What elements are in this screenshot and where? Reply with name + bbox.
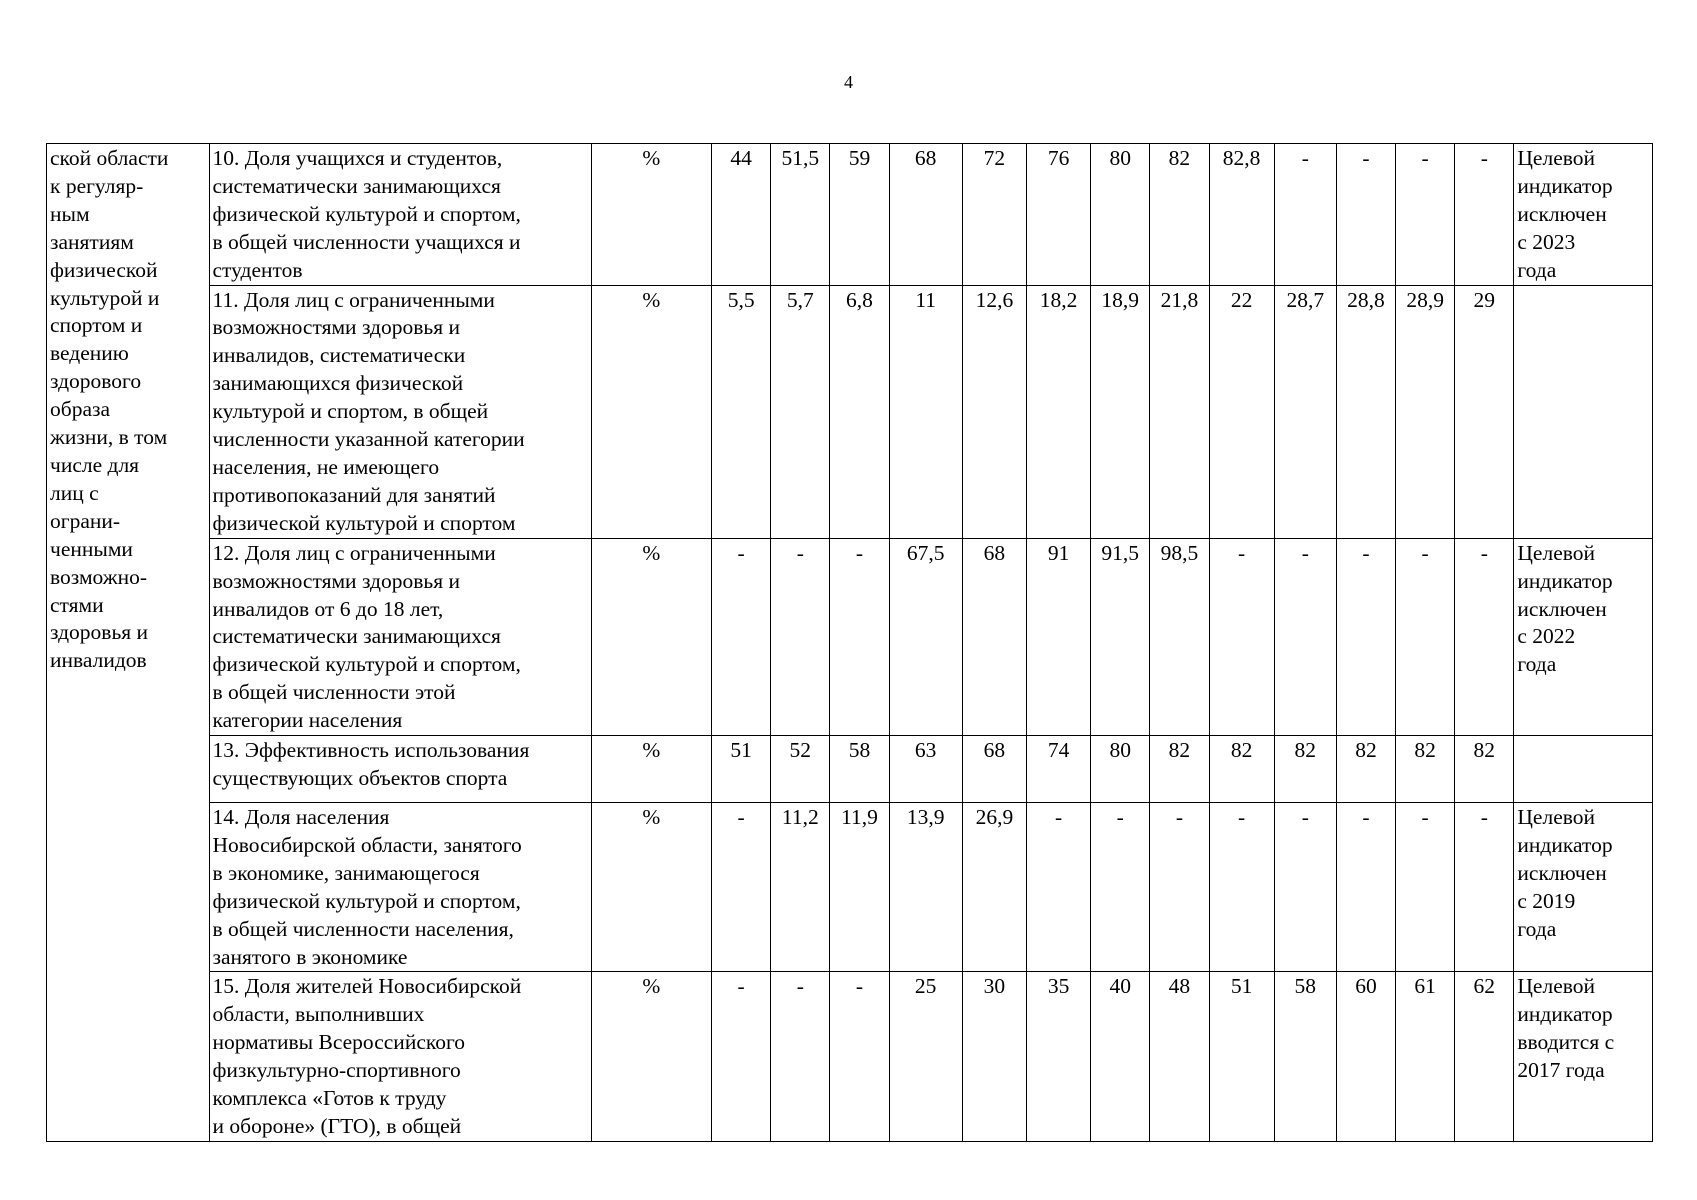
indicator-line: культурой и спортом, в общей bbox=[212, 399, 489, 424]
value-cell: 68 bbox=[962, 736, 1026, 803]
table-row bbox=[47, 285, 1653, 538]
indicator-line: существующих объектов спорта bbox=[212, 765, 508, 790]
indicator-line: студентов bbox=[212, 257, 303, 282]
value-cell: 58 bbox=[1274, 972, 1336, 1141]
indicator-line: занимающихся физической bbox=[212, 371, 464, 396]
indicator-line: нормативы Всероссийского bbox=[212, 1030, 465, 1055]
value-cell: 61 bbox=[1396, 972, 1455, 1141]
indicator-line: инвалидов, систематически bbox=[212, 343, 466, 368]
note-line: вводится с bbox=[1517, 1030, 1615, 1055]
value-cell: 67,5 bbox=[889, 538, 962, 735]
value-cell: 91 bbox=[1026, 538, 1090, 735]
note-line: исключен bbox=[1517, 201, 1607, 226]
value-cell: - bbox=[830, 538, 889, 735]
value-cell: - bbox=[712, 972, 771, 1141]
value-cell: - bbox=[1336, 144, 1395, 286]
goal-line: занятиям bbox=[50, 229, 134, 254]
value-cell: 59 bbox=[830, 144, 889, 286]
value-cell: 91,5 bbox=[1091, 538, 1150, 735]
unit-cell: % bbox=[591, 803, 711, 972]
value-cell: 51,5 bbox=[771, 144, 830, 286]
indicator-cell bbox=[209, 538, 591, 735]
indicator-line: в общей численности населения, bbox=[212, 916, 514, 941]
value-cell: - bbox=[1274, 803, 1336, 972]
indicator-line: в общей численности этой bbox=[212, 680, 456, 705]
value-cell: 62 bbox=[1455, 972, 1514, 1141]
goal-line: возможно- bbox=[50, 564, 148, 589]
value-cell: - bbox=[1274, 144, 1336, 286]
value-cell: - bbox=[771, 538, 830, 735]
table-row bbox=[47, 972, 1653, 1141]
indicator-line: систематически занимающихся bbox=[212, 173, 501, 198]
indicator-cell bbox=[209, 285, 591, 538]
note-cell bbox=[1514, 972, 1653, 1141]
value-cell: 29 bbox=[1455, 285, 1514, 538]
table-body bbox=[47, 144, 1653, 1142]
table-row bbox=[47, 144, 1653, 286]
note-line: года bbox=[1517, 916, 1557, 941]
goal-line: здорового bbox=[50, 369, 142, 394]
value-cell: 80 bbox=[1091, 736, 1150, 803]
indicator-line: комплекса «Готов к труду bbox=[212, 1086, 447, 1111]
value-cell: 11,9 bbox=[830, 803, 889, 972]
goal-line: инвалидов bbox=[50, 648, 147, 673]
indicator-line: Новосибирской области, занятого bbox=[212, 832, 522, 857]
value-cell: - bbox=[712, 803, 771, 972]
value-cell: 58 bbox=[830, 736, 889, 803]
goal-line: числе для bbox=[50, 452, 140, 477]
value-cell: - bbox=[1150, 803, 1209, 972]
indicator-line: и обороне» (ГТО), в общей bbox=[212, 1114, 462, 1138]
indicator-line: численности указанной категории bbox=[212, 427, 525, 452]
value-cell: 11,2 bbox=[771, 803, 830, 972]
note-line: индикатор bbox=[1517, 568, 1613, 593]
goal-line: здоровья и bbox=[50, 620, 149, 645]
page-number: 4 bbox=[844, 72, 853, 92]
value-cell: 12,6 bbox=[962, 285, 1026, 538]
value-cell: - bbox=[1455, 144, 1514, 286]
value-cell: 35 bbox=[1026, 972, 1090, 1141]
value-cell: 6,8 bbox=[830, 285, 889, 538]
value-cell: 68 bbox=[962, 538, 1026, 735]
note-line: Целевой bbox=[1517, 146, 1595, 170]
note-cell bbox=[1514, 736, 1653, 803]
value-cell: 76 bbox=[1026, 144, 1090, 286]
table-row bbox=[47, 803, 1653, 972]
indicator-line: категории населения bbox=[212, 708, 403, 733]
value-cell: - bbox=[712, 538, 771, 735]
value-cell: - bbox=[771, 972, 830, 1141]
value-cell: - bbox=[1336, 538, 1395, 735]
value-cell: 82 bbox=[1455, 736, 1514, 803]
indicator-line: противопоказаний для занятий bbox=[212, 482, 496, 507]
indicator-line: физической культурой и спортом bbox=[212, 510, 516, 535]
value-cell: 18,9 bbox=[1091, 285, 1150, 538]
note-line: исключен bbox=[1517, 596, 1607, 621]
note-line: индикатор bbox=[1517, 1002, 1613, 1027]
note-line: Целевой bbox=[1517, 540, 1595, 565]
unit-cell: % bbox=[591, 144, 711, 286]
goal-line: жизни, в том bbox=[50, 425, 168, 450]
value-cell: 52 bbox=[771, 736, 830, 803]
note-line: индикатор bbox=[1517, 173, 1613, 198]
value-cell: 40 bbox=[1091, 972, 1150, 1141]
goal-line: ограни- bbox=[50, 508, 121, 533]
value-cell: 82 bbox=[1209, 736, 1274, 803]
indicator-line: возможностями здоровья и bbox=[212, 315, 460, 340]
unit-cell: % bbox=[591, 972, 711, 1141]
value-cell: 51 bbox=[1209, 972, 1274, 1141]
goal-line: ным bbox=[50, 201, 90, 226]
value-cell: 51 bbox=[712, 736, 771, 803]
value-cell: - bbox=[1396, 538, 1455, 735]
note-line: с 2022 bbox=[1517, 624, 1576, 649]
note-line: с 2023 bbox=[1517, 229, 1576, 254]
value-cell: 28,9 bbox=[1396, 285, 1455, 538]
note-line: года bbox=[1517, 257, 1557, 282]
indicator-line: возможностями здоровья и bbox=[212, 568, 460, 593]
indicator-line: занятого в экономике bbox=[212, 944, 408, 969]
value-cell: 13,9 bbox=[889, 803, 962, 972]
value-cell: - bbox=[1396, 144, 1455, 286]
goal-line: лиц с bbox=[50, 480, 99, 505]
value-cell: 68 bbox=[889, 144, 962, 286]
note-cell bbox=[1514, 285, 1653, 538]
goal-line: ской области bbox=[50, 146, 169, 170]
indicator-line: в экономике, занимающегося bbox=[212, 860, 480, 885]
value-cell: 60 bbox=[1336, 972, 1395, 1141]
value-cell: 82,8 bbox=[1209, 144, 1274, 286]
value-cell: - bbox=[1274, 538, 1336, 735]
value-cell: 11 bbox=[889, 285, 962, 538]
value-cell: 28,8 bbox=[1336, 285, 1395, 538]
table-row bbox=[47, 538, 1653, 735]
value-cell: 44 bbox=[712, 144, 771, 286]
value-cell: 82 bbox=[1150, 144, 1209, 286]
note-line: исключен bbox=[1517, 860, 1607, 885]
value-cell: 18,2 bbox=[1026, 285, 1090, 538]
note-line: 2017 года bbox=[1517, 1058, 1605, 1083]
value-cell: - bbox=[1455, 803, 1514, 972]
value-cell: 30 bbox=[962, 972, 1026, 1141]
indicator-cell bbox=[209, 144, 591, 286]
value-cell: 82 bbox=[1274, 736, 1336, 803]
value-cell: - bbox=[830, 972, 889, 1141]
value-cell: 22 bbox=[1209, 285, 1274, 538]
goal-line: спортом и bbox=[50, 313, 143, 338]
value-cell: 80 bbox=[1091, 144, 1150, 286]
indicator-line: физической культурой и спортом, bbox=[212, 888, 521, 913]
note-line: индикатор bbox=[1517, 832, 1613, 857]
indicator-line: 14. Доля населения bbox=[212, 805, 390, 830]
value-cell: - bbox=[1396, 803, 1455, 972]
value-cell: 5,7 bbox=[771, 285, 830, 538]
indicator-line: 10. Доля учащихся и студентов, bbox=[212, 146, 503, 170]
value-cell: 48 bbox=[1150, 972, 1209, 1141]
unit-cell: % bbox=[591, 736, 711, 803]
indicators-table bbox=[46, 143, 1653, 1142]
indicator-line: физкультурно-спортивного bbox=[212, 1058, 461, 1083]
note-cell bbox=[1514, 144, 1653, 286]
indicator-line: 15. Доля жителей Новосибирской bbox=[212, 974, 522, 999]
value-cell: 63 bbox=[889, 736, 962, 803]
goal-line: культурой и bbox=[50, 285, 160, 310]
indicator-line: систематически занимающихся bbox=[212, 624, 501, 649]
indicator-line: 12. Доля лиц с ограниченными bbox=[212, 540, 496, 565]
value-cell: - bbox=[1026, 803, 1090, 972]
value-cell: - bbox=[1209, 803, 1274, 972]
value-cell: 82 bbox=[1396, 736, 1455, 803]
note-line: года bbox=[1517, 652, 1557, 677]
value-cell: 21,8 bbox=[1150, 285, 1209, 538]
value-cell: 82 bbox=[1150, 736, 1209, 803]
goal-line: образа bbox=[50, 397, 111, 422]
value-cell: - bbox=[1336, 803, 1395, 972]
value-cell: 28,7 bbox=[1274, 285, 1336, 538]
indicator-line: физической культурой и спортом, bbox=[212, 652, 521, 677]
note-cell bbox=[1514, 538, 1653, 735]
value-cell: 25 bbox=[889, 972, 962, 1141]
indicator-line: 13. Эффективность использования bbox=[212, 738, 530, 763]
value-cell: 26,9 bbox=[962, 803, 1026, 972]
note-cell bbox=[1514, 803, 1653, 972]
goal-line: ведению bbox=[50, 341, 129, 366]
goal-line: к регуляр- bbox=[50, 173, 144, 198]
note-line: Целевой bbox=[1517, 974, 1595, 999]
value-cell: 82 bbox=[1336, 736, 1395, 803]
value-cell: 74 bbox=[1026, 736, 1090, 803]
indicator-cell bbox=[209, 803, 591, 972]
goal-cell bbox=[47, 144, 210, 1142]
note-line: Целевой bbox=[1517, 805, 1595, 830]
indicator-line: инвалидов от 6 до 18 лет, bbox=[212, 596, 444, 621]
value-cell: 98,5 bbox=[1150, 538, 1209, 735]
unit-cell: % bbox=[591, 538, 711, 735]
goal-line: стями bbox=[50, 592, 104, 617]
indicator-cell bbox=[209, 972, 591, 1141]
value-cell: - bbox=[1455, 538, 1514, 735]
indicator-cell bbox=[209, 736, 591, 803]
value-cell: - bbox=[1209, 538, 1274, 735]
indicator-line: населения, не имеющего bbox=[212, 454, 440, 479]
value-cell: - bbox=[1091, 803, 1150, 972]
goal-line: физической bbox=[50, 257, 158, 282]
unit-cell: % bbox=[591, 285, 711, 538]
indicator-line: в общей численности учащихся и bbox=[212, 229, 521, 254]
indicator-line: физической культурой и спортом, bbox=[212, 201, 521, 226]
value-cell: 72 bbox=[962, 144, 1026, 286]
goal-line: ченными bbox=[50, 536, 133, 561]
note-line: с 2019 bbox=[1517, 888, 1576, 913]
table-row bbox=[47, 736, 1653, 803]
value-cell: 5,5 bbox=[712, 285, 771, 538]
indicator-line: 11. Доля лиц с ограниченными bbox=[212, 287, 495, 312]
indicator-line: области, выполнивших bbox=[212, 1002, 425, 1027]
